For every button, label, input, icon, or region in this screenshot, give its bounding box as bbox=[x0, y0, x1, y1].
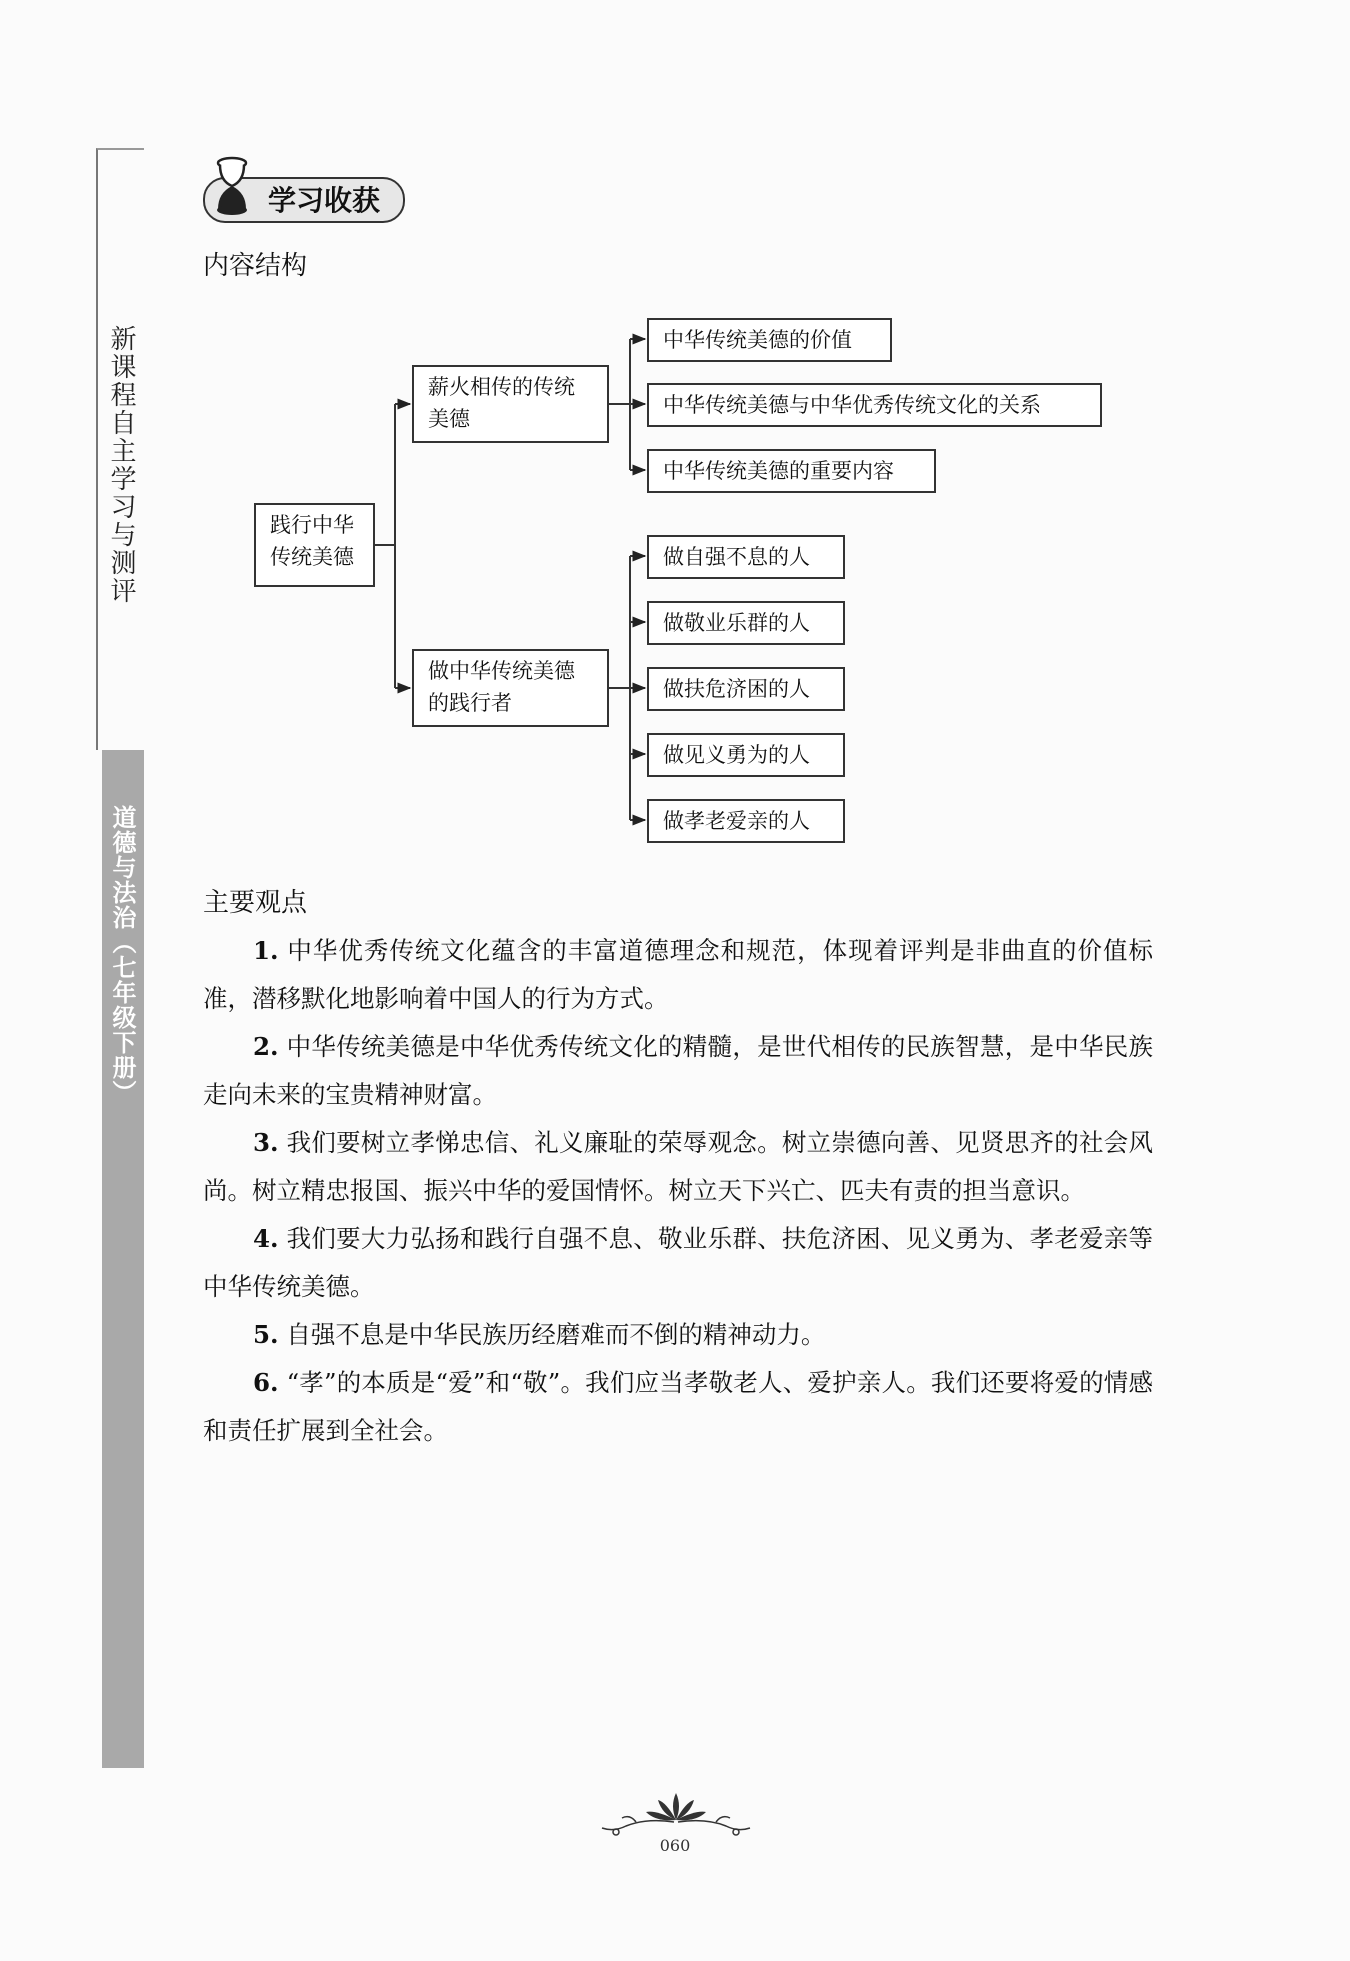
diagram-leaf: 中华传统美德与中华优秀传统文化的关系 bbox=[647, 383, 1102, 427]
diagram-leaf: 做敬业乐群的人 bbox=[647, 601, 845, 645]
points-list bbox=[203, 927, 1153, 1455]
point-item: 4. 我们要大力弘扬和践行自强不息、敬业乐群、扶危济困、见义勇为、孝老爱亲等中华传统美德。 bbox=[203, 1224, 1154, 1301]
points-heading: 主要观点 bbox=[203, 888, 308, 918]
point-item: 1. 中华优秀传统文化蕴含的丰富道德理念和规范，体现着评判是非曲直的价值标准，潜移默化地影响着中国人的行为方式。 bbox=[203, 936, 1153, 1013]
diagram-leaf: 中华传统美德的重要内容 bbox=[647, 449, 936, 493]
diagram-leaf: 做见义勇为的人 bbox=[647, 733, 845, 777]
structure-heading: 内容结构 bbox=[203, 251, 308, 281]
diagram-branch-1: 薪火相传的传统 美德 bbox=[412, 365, 609, 443]
diagram-leaf: 做孝老爱亲的人 bbox=[647, 799, 845, 843]
point-item: 6. “孝”的本质是“爱”和“敬”。我们应当孝敬老人、爱护亲人。我们还要将爱的情感和责任扩展到全社会。 bbox=[203, 1368, 1153, 1445]
page-number: 060 bbox=[659, 1836, 691, 1855]
diagram-leaf: 做自强不息的人 bbox=[647, 535, 845, 579]
diagram-connectors bbox=[0, 0, 1350, 860]
diagram-leaf: 做扶危济困的人 bbox=[647, 667, 845, 711]
subject-title: 道德与法治（七年级下册） bbox=[108, 805, 136, 1105]
series-title: 新课程自主学习与测评 bbox=[106, 325, 136, 605]
diagram-leaf: 中华传统美德的价值 bbox=[647, 318, 892, 362]
diagram-root: 践行中华 传统美德 bbox=[254, 503, 375, 587]
point-item: 2. 中华传统美德是中华优秀传统文化的精髓，是世代相传的民族智慧，是中华民族走向未来的宝贵精神财富。 bbox=[203, 1032, 1154, 1109]
point-item: 5. 自强不息是中华民族历经磨难而不倒的精神动力。 bbox=[253, 1320, 826, 1349]
badge-label: 学习收获 bbox=[268, 184, 381, 217]
diagram-branch-2: 做中华传统美德 的践行者 bbox=[412, 649, 609, 727]
point-item: 3. 我们要树立孝悌忠信、礼义廉耻的荣辱观念。树立崇德向善、见贤思齐的社会风尚。树立精忠报国、振兴中华的爱国情怀。树立天下兴亡、匹夫有责的担当意识。 bbox=[203, 1128, 1154, 1205]
